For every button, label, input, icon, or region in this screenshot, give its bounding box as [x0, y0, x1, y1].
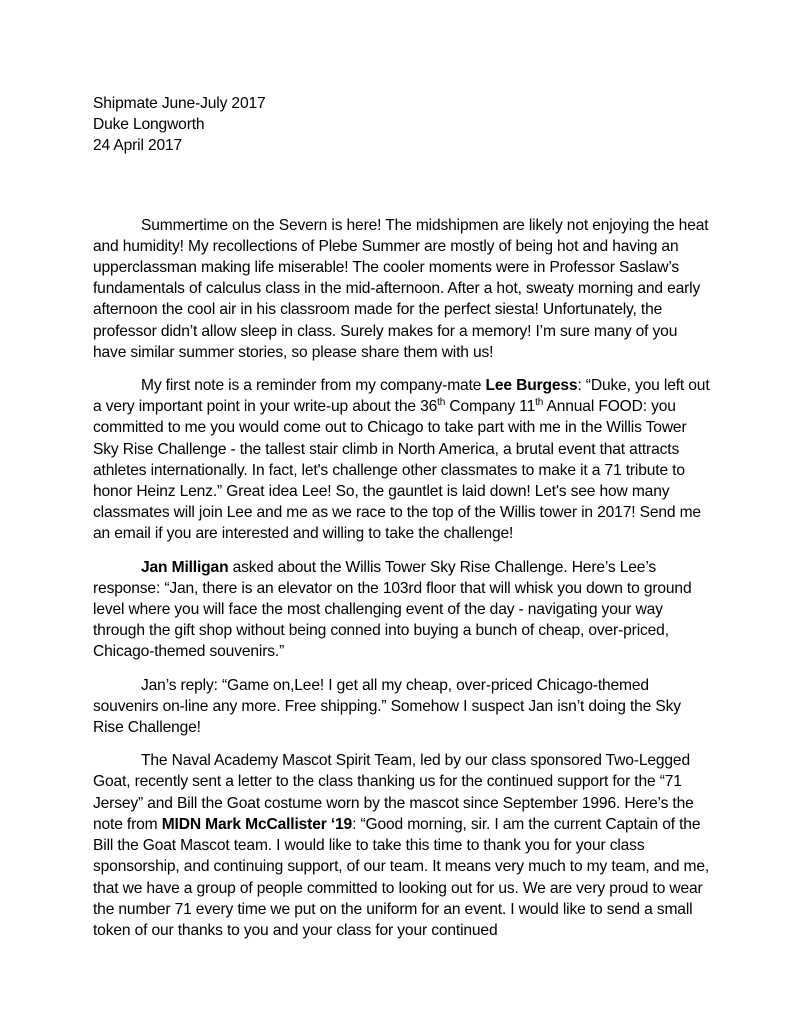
paragraph-text: Annual FOOD: you committed to me you would come out to Chicago to take part with me in the Willis Tower Sky Rise Challenge - the tallest stair climb in North America, a brutal event that attracts athletes internationally. In fact, let's challenge other classmates to make it a 71 tribute to honor Heinz Lenz.” Great idea Lee! So, the gauntlet is laid down! Let's see how many classmates will join Lee and me as we race to the top of the Willis tower in 2017! Send me an email if you are interested and willing to take the challenge! [93, 398, 701, 543]
paragraph-summertime [93, 215, 713, 363]
paragraph-text: asked about the Willis Tower Sky Rise Challenge. Here’s Lee’s response: “Jan, there is an elevator on the 103rd floor that will whisk you down to ground level where you will face the most challenging event of the day - navigating your way through the gift shop without being conned into buying a bunch of cheap, over-priced, Chicago-themed souvenirs.” [93, 558, 692, 661]
ordinal-suffix: th [535, 397, 544, 409]
paragraph-text: Summertime on the Severn is here! The midshipmen are likely not enjoying the heat and humidity! My recollections of Plebe Summer are mostly of being hot and having an upperclassman making life miserable! The cooler moments were in Professor Saslaw’s fundamentals of calculus class in the mid-afternoon. After a hot, sweaty morning and early afternoon the cool air in his classroom made for the perfect siesta! Unfortunately, the professor didn’t allow sleep in class. Surely makes for a memory! I’m sure many of you have similar summer stories, so please share them with us! [93, 216, 709, 361]
paragraph-mascot-team [93, 750, 713, 941]
paragraph-text: Company 11 [445, 398, 536, 416]
paragraph-text: : “Duke, you left out a very important point in your write-up about the 36 [93, 377, 710, 416]
ordinal-suffix: th [437, 397, 446, 409]
paragraph-jan-reply [93, 675, 713, 739]
paragraph-lee-burgess [93, 375, 713, 545]
document-date: 24 April 2017 [93, 137, 183, 155]
author-name: Duke Longworth [93, 116, 205, 134]
person-name-bold: Lee Burgess [485, 377, 578, 395]
paragraph-text: : “Good morning, sir. I am the current Captain of the Bill the Goat Mascot team. I would like to take this time to thank you for your class sponsorship, and continuing support, of our team. It means very much to my team, and me, that we have a group of people committed to looking out for us. We are very proud to wear the number 71 every time we put on the uniform for an event. I would like to send a small token of our thanks to you and your class for your continued [93, 815, 710, 939]
person-name-bold: Jan Milligan [141, 558, 229, 576]
person-name-bold: MIDN Mark McCallister ‘19 [161, 815, 353, 833]
document-page [93, 93, 713, 953]
paragraph-text: The Naval Academy Mascot Spirit Team, led by our class sponsored Two-Legged Goat, recently sent a letter to the class thanking us for the continued support for the “71 Jersey” and Bill the Goat costume worn by the mascot since September 1996. Here’s the note from [93, 752, 694, 833]
paragraph-text: Jan’s reply: “Game on,Lee! I get all my cheap, over-priced Chicago-themed souvenirs on-line any more. Free shipping.” Somehow I suspect Jan isn’t doing the Sky Rise Challenge! [93, 676, 681, 737]
paragraph-jan-milligan [93, 557, 713, 663]
document-header [93, 93, 713, 157]
paragraph-text: My first note is a reminder from my company-mate [141, 377, 486, 395]
publication-title: Shipmate June-July 2017 [93, 95, 266, 112]
